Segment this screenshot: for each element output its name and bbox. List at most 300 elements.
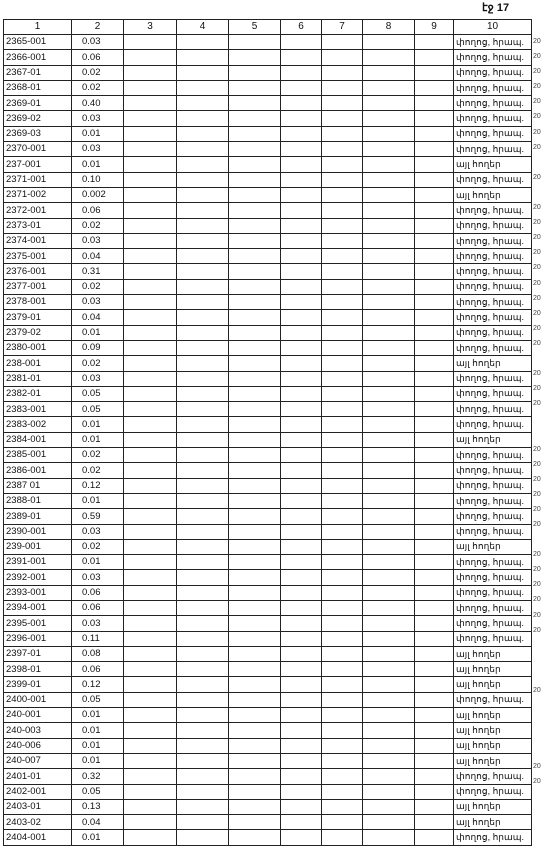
area-cell: 0.02 <box>72 65 124 80</box>
empty-cell <box>281 356 322 371</box>
empty-cell <box>229 570 281 585</box>
margin-mark: 20 <box>533 566 541 574</box>
empty-cell <box>363 295 415 310</box>
empty-cell <box>415 723 454 738</box>
empty-cell <box>322 249 363 264</box>
margin-mark: 20 <box>533 385 541 393</box>
area-cell: 0.03 <box>72 295 124 310</box>
parcel-code-cell: 2367-01 <box>4 65 72 80</box>
area-cell: 0.12 <box>72 478 124 493</box>
empty-cell <box>281 631 322 646</box>
table-row <box>4 830 532 845</box>
land-use-cell: այլ հողեր <box>454 708 532 723</box>
column-header-8: 8 <box>363 20 415 35</box>
empty-cell <box>363 493 415 508</box>
land-use-cell: այլ հողեր <box>454 432 532 447</box>
empty-cell <box>281 126 322 141</box>
parcel-code-cell: 2371-002 <box>4 187 72 202</box>
parcel-code-cell: 2376-001 <box>4 264 72 279</box>
empty-cell <box>281 692 322 707</box>
empty-cell <box>363 249 415 264</box>
table-row <box>4 310 532 325</box>
table-row <box>4 402 532 417</box>
empty-cell <box>177 585 229 600</box>
empty-cell <box>415 463 454 478</box>
empty-cell <box>229 600 281 615</box>
empty-cell <box>177 616 229 631</box>
area-cell: 0.06 <box>72 585 124 600</box>
margin-mark: 20 <box>533 38 541 45</box>
area-cell: 0.13 <box>72 799 124 814</box>
table-row <box>4 692 532 707</box>
empty-cell <box>229 738 281 753</box>
empty-cell <box>322 386 363 401</box>
empty-cell <box>229 448 281 463</box>
empty-cell <box>415 310 454 325</box>
empty-cell <box>177 233 229 248</box>
land-use-cell: փողոց, հրապ. <box>454 570 532 585</box>
empty-cell <box>322 371 363 386</box>
empty-cell <box>281 386 322 401</box>
parcel-code-cell: 2400-001 <box>4 692 72 707</box>
land-use-cell: փողոց, հրապ. <box>454 478 532 493</box>
empty-cell <box>229 815 281 830</box>
parcel-code-cell: 2377-001 <box>4 279 72 294</box>
empty-cell <box>177 340 229 355</box>
empty-cell <box>177 371 229 386</box>
table-row <box>4 386 532 401</box>
parcel-code-cell: 2366-001 <box>4 50 72 65</box>
parcel-code-cell: 2390-001 <box>4 524 72 539</box>
table-row <box>4 340 532 355</box>
empty-cell <box>177 493 229 508</box>
empty-cell <box>229 830 281 845</box>
parcel-code-cell: 2378-001 <box>4 295 72 310</box>
empty-cell <box>415 570 454 585</box>
area-cell: 0.01 <box>72 708 124 723</box>
parcel-code-cell: 2404-001 <box>4 830 72 845</box>
empty-cell <box>177 187 229 202</box>
margin-mark: 20 <box>533 551 541 559</box>
land-use-cell: այլ հողեր <box>454 738 532 753</box>
margin-mark: 20 <box>533 762 541 770</box>
empty-cell <box>124 264 177 279</box>
land-use-cell: փողոց, հրապ. <box>454 631 532 646</box>
empty-cell <box>363 799 415 814</box>
empty-cell <box>281 295 322 310</box>
empty-cell <box>415 386 454 401</box>
land-use-cell: փողոց, հրապ. <box>454 509 532 524</box>
empty-cell <box>229 432 281 447</box>
empty-cell <box>124 448 177 463</box>
margin-mark: 20 <box>533 234 541 242</box>
table-row <box>4 555 532 570</box>
area-cell: 0.05 <box>72 692 124 707</box>
empty-cell <box>415 539 454 554</box>
land-use-cell: փողոց, հրապ. <box>454 585 532 600</box>
parcel-code-cell: 2372-001 <box>4 203 72 218</box>
land-use-cell: այլ հողեր <box>454 356 532 371</box>
empty-cell <box>124 509 177 524</box>
land-use-cell: փողոց, հրապ. <box>454 65 532 80</box>
empty-cell <box>281 555 322 570</box>
empty-cell <box>124 187 177 202</box>
empty-cell <box>363 616 415 631</box>
empty-cell <box>124 80 177 95</box>
table-row <box>4 738 532 753</box>
empty-cell <box>322 677 363 692</box>
empty-cell <box>124 142 177 157</box>
empty-cell <box>363 769 415 784</box>
empty-cell <box>229 65 281 80</box>
margin-mark: 20 <box>533 113 541 121</box>
empty-cell <box>415 662 454 677</box>
empty-cell <box>322 524 363 539</box>
land-use-cell: այլ հողեր <box>454 815 532 830</box>
empty-cell <box>322 35 363 50</box>
empty-cell <box>322 65 363 80</box>
area-cell: 0.32 <box>72 769 124 784</box>
empty-cell <box>124 233 177 248</box>
land-use-cell: փողոց, հրապ. <box>454 295 532 310</box>
empty-cell <box>177 249 229 264</box>
empty-cell <box>124 738 177 753</box>
column-header-2: 2 <box>72 20 124 35</box>
margin-marks <box>533 34 547 834</box>
parcel-code-cell: 238-001 <box>4 356 72 371</box>
column-header-10: 10 <box>454 20 532 35</box>
empty-cell <box>322 555 363 570</box>
empty-cell <box>177 463 229 478</box>
table-row <box>4 509 532 524</box>
margin-mark: 20 <box>533 219 541 227</box>
margin-mark: 20 <box>533 143 541 151</box>
parcel-code-cell: 2383-001 <box>4 402 72 417</box>
empty-cell <box>229 524 281 539</box>
empty-cell <box>229 142 281 157</box>
land-use-cell: փողոց, հրապ. <box>454 555 532 570</box>
land-use-cell: փողոց, հրապ. <box>454 233 532 248</box>
page-number-label: էջ 17 <box>482 2 510 14</box>
empty-cell <box>415 815 454 830</box>
margin-mark: 20 <box>533 596 541 604</box>
margin-mark: 20 <box>533 626 541 634</box>
table-row <box>4 126 532 141</box>
empty-cell <box>281 432 322 447</box>
table-row <box>4 616 532 631</box>
empty-cell <box>177 402 229 417</box>
empty-cell <box>363 646 415 661</box>
empty-cell <box>415 233 454 248</box>
empty-cell <box>124 493 177 508</box>
empty-cell <box>177 478 229 493</box>
table-row <box>4 96 532 111</box>
empty-cell <box>124 753 177 768</box>
empty-cell <box>415 478 454 493</box>
empty-cell <box>229 493 281 508</box>
table-row <box>4 157 532 172</box>
area-cell: 0.59 <box>72 509 124 524</box>
empty-cell <box>415 356 454 371</box>
empty-cell <box>177 692 229 707</box>
empty-cell <box>124 386 177 401</box>
table-row <box>4 371 532 386</box>
empty-cell <box>363 386 415 401</box>
empty-cell <box>229 386 281 401</box>
empty-cell <box>415 799 454 814</box>
empty-cell <box>415 187 454 202</box>
empty-cell <box>281 417 322 432</box>
empty-cell <box>124 585 177 600</box>
empty-cell <box>363 677 415 692</box>
land-use-cell: փողոց, հրապ. <box>454 142 532 157</box>
land-use-cell: փողոց, հրապ. <box>454 386 532 401</box>
margin-mark <box>533 789 547 804</box>
empty-cell <box>177 386 229 401</box>
parcel-code-cell: 2387 01 <box>4 478 72 493</box>
empty-cell <box>124 478 177 493</box>
area-cell: 0.12 <box>72 677 124 692</box>
parcel-code-cell: 2374-001 <box>4 233 72 248</box>
empty-cell <box>177 784 229 799</box>
empty-cell <box>281 570 322 585</box>
margin-mark: 20 <box>533 687 541 695</box>
empty-cell <box>124 723 177 738</box>
empty-cell <box>124 708 177 723</box>
empty-cell <box>229 310 281 325</box>
empty-cell <box>322 646 363 661</box>
parcel-code-cell: 2395-001 <box>4 616 72 631</box>
empty-cell <box>281 172 322 187</box>
empty-cell <box>177 448 229 463</box>
empty-cell <box>124 570 177 585</box>
empty-cell <box>363 738 415 753</box>
table-row <box>4 325 532 340</box>
empty-cell <box>177 646 229 661</box>
empty-cell <box>363 555 415 570</box>
empty-cell <box>177 35 229 50</box>
land-use-cell: այլ հողեր <box>454 157 532 172</box>
empty-cell <box>229 35 281 50</box>
table-row <box>4 646 532 661</box>
land-use-cell: այլ հողեր <box>454 753 532 768</box>
area-cell: 0.01 <box>72 738 124 753</box>
land-use-cell: փողոց, հրապ. <box>454 463 532 478</box>
empty-cell <box>415 784 454 799</box>
empty-cell <box>322 356 363 371</box>
margin-mark <box>533 426 547 441</box>
parcel-code-cell: 2375-001 <box>4 249 72 264</box>
area-cell: 0.10 <box>72 172 124 187</box>
empty-cell <box>415 203 454 218</box>
parcel-code-cell: 2370-001 <box>4 142 72 157</box>
empty-cell <box>322 340 363 355</box>
parcel-code-cell: 2369-03 <box>4 126 72 141</box>
land-use-cell: այլ հողեր <box>454 799 532 814</box>
parcel-code-cell: 239-001 <box>4 539 72 554</box>
empty-cell <box>177 815 229 830</box>
margin-mark: 20 <box>533 324 541 332</box>
table-row <box>4 784 532 799</box>
empty-cell <box>415 555 454 570</box>
empty-cell <box>281 371 322 386</box>
empty-cell <box>415 35 454 50</box>
empty-cell <box>229 295 281 310</box>
parcel-code-cell: 2392-001 <box>4 570 72 585</box>
empty-cell <box>363 233 415 248</box>
empty-cell <box>229 96 281 111</box>
empty-cell <box>363 203 415 218</box>
empty-cell <box>177 310 229 325</box>
empty-cell <box>177 356 229 371</box>
margin-mark: 20 <box>533 339 541 347</box>
land-use-cell: փողոց, հրապ. <box>454 769 532 784</box>
margin-mark <box>533 155 547 170</box>
table-row <box>4 432 532 447</box>
empty-cell <box>229 799 281 814</box>
empty-cell <box>415 509 454 524</box>
empty-cell <box>363 96 415 111</box>
empty-cell <box>229 692 281 707</box>
empty-cell <box>415 340 454 355</box>
parcel-code-cell: 2379-02 <box>4 325 72 340</box>
margin-mark: 20 <box>533 249 541 257</box>
area-cell: 0.04 <box>72 249 124 264</box>
area-cell: 0.02 <box>72 80 124 95</box>
area-cell: 0.03 <box>72 111 124 126</box>
table-row <box>4 524 532 539</box>
empty-cell <box>177 631 229 646</box>
empty-cell <box>322 279 363 294</box>
empty-cell <box>415 417 454 432</box>
empty-cell <box>124 616 177 631</box>
area-cell: 0.03 <box>72 35 124 50</box>
empty-cell <box>415 295 454 310</box>
empty-cell <box>281 784 322 799</box>
column-header-9: 9 <box>415 20 454 35</box>
table-row <box>4 264 532 279</box>
empty-cell <box>363 478 415 493</box>
empty-cell <box>363 448 415 463</box>
empty-cell <box>281 769 322 784</box>
empty-cell <box>177 509 229 524</box>
area-cell: 0.02 <box>72 218 124 233</box>
margin-mark: 20 <box>533 611 541 619</box>
empty-cell <box>124 524 177 539</box>
empty-cell <box>229 784 281 799</box>
empty-cell <box>229 539 281 554</box>
empty-cell <box>124 539 177 554</box>
margin-mark <box>533 351 547 366</box>
parcel-code-cell: 2373-01 <box>4 218 72 233</box>
empty-cell <box>229 616 281 631</box>
empty-cell <box>124 600 177 615</box>
parcel-code-cell: 2394-001 <box>4 600 72 615</box>
empty-cell <box>177 830 229 845</box>
empty-cell <box>415 50 454 65</box>
parcel-code-cell: 2380-001 <box>4 340 72 355</box>
empty-cell <box>177 662 229 677</box>
empty-cell <box>177 738 229 753</box>
empty-cell <box>229 50 281 65</box>
area-cell: 0.02 <box>72 448 124 463</box>
area-cell: 0.01 <box>72 723 124 738</box>
empty-cell <box>124 295 177 310</box>
empty-cell <box>415 769 454 784</box>
empty-cell <box>229 233 281 248</box>
empty-cell <box>281 600 322 615</box>
empty-cell <box>322 50 363 65</box>
empty-cell <box>415 600 454 615</box>
table-row <box>4 65 532 80</box>
empty-cell <box>415 616 454 631</box>
empty-cell <box>281 585 322 600</box>
area-cell: 0.06 <box>72 662 124 677</box>
area-cell: 0.08 <box>72 646 124 661</box>
empty-cell <box>177 417 229 432</box>
area-cell: 0.01 <box>72 493 124 508</box>
table-row <box>4 187 532 202</box>
empty-cell <box>177 753 229 768</box>
area-cell: 0.03 <box>72 524 124 539</box>
empty-cell <box>177 769 229 784</box>
empty-cell <box>281 35 322 50</box>
empty-cell <box>229 753 281 768</box>
empty-cell <box>415 96 454 111</box>
area-cell: 0.06 <box>72 600 124 615</box>
table-row <box>4 111 532 126</box>
margin-mark: 20 <box>533 128 541 136</box>
margin-mark: 20 <box>533 400 541 408</box>
margin-mark <box>533 653 547 668</box>
table-row <box>4 570 532 585</box>
empty-cell <box>322 662 363 677</box>
empty-cell <box>415 172 454 187</box>
empty-cell <box>281 264 322 279</box>
empty-cell <box>177 50 229 65</box>
empty-cell <box>177 111 229 126</box>
empty-cell <box>322 432 363 447</box>
empty-cell <box>322 157 363 172</box>
empty-cell <box>229 417 281 432</box>
empty-cell <box>363 371 415 386</box>
empty-cell <box>229 555 281 570</box>
parcel-code-cell: 240-001 <box>4 708 72 723</box>
area-cell: 0.01 <box>72 753 124 768</box>
land-use-cell: փողոց, հրապ. <box>454 417 532 432</box>
land-use-cell: փողոց, հրապ. <box>454 402 532 417</box>
land-use-cell: փողոց, հրապ. <box>454 35 532 50</box>
empty-cell <box>177 203 229 218</box>
empty-cell <box>322 616 363 631</box>
empty-cell <box>281 738 322 753</box>
empty-cell <box>229 126 281 141</box>
empty-cell <box>363 65 415 80</box>
empty-cell <box>124 249 177 264</box>
empty-cell <box>415 142 454 157</box>
empty-cell <box>229 402 281 417</box>
parcel-code-cell: 2365-001 <box>4 35 72 50</box>
empty-cell <box>281 662 322 677</box>
empty-cell <box>281 218 322 233</box>
land-use-cell: փողոց, հրապ. <box>454 80 532 95</box>
empty-cell <box>322 631 363 646</box>
margin-mark <box>533 185 547 200</box>
empty-cell <box>177 65 229 80</box>
empty-cell <box>124 769 177 784</box>
empty-cell <box>177 432 229 447</box>
margin-mark <box>533 713 547 728</box>
